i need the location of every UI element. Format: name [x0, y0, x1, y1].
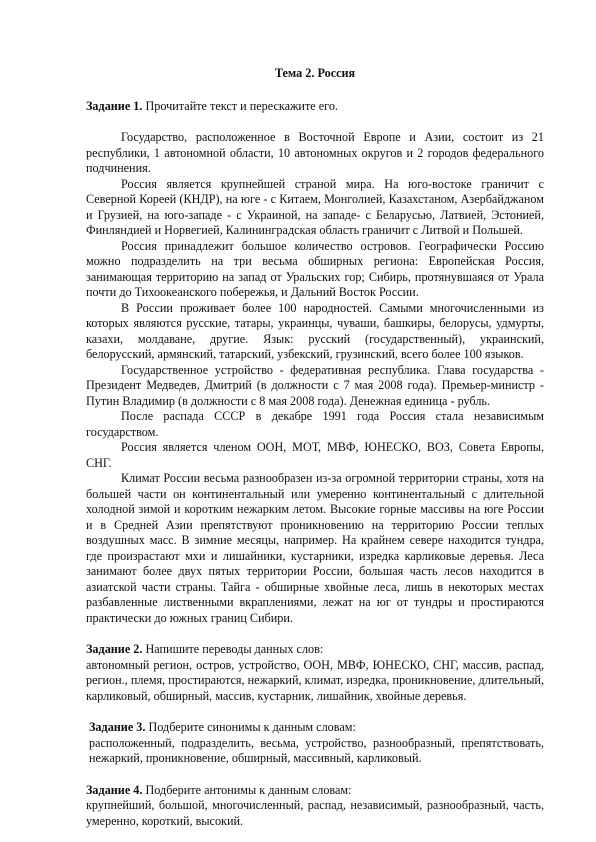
task-4-heading — [86, 783, 544, 799]
task-1-label: Задание 1. — [86, 98, 143, 113]
task-2-instruction: Напишите переводы данных слов: — [142, 642, 324, 656]
task-1-instruction: Прочитайте текст и перескажите его. — [142, 98, 338, 113]
task-3-instruction: Подберите синонимы к данным словам: — [145, 720, 356, 734]
page-title: Тема 2. Россия — [274, 66, 356, 80]
paragraph-3: Россия принадлежит большое количество островов. Географически Россию можно подразделить на три весьма обширных региона: Европейская Россия, занимающая территорию на запад от Уральских гор; Сибирь, протянувшаяся от Урала почти до Тихоокеанского побережья, и Дальний Восток России. — [86, 238, 544, 299]
task-1 — [86, 99, 544, 627]
paragraph-6: После распада СССР в декабре 1991 года Россия стала независимым государством. — [86, 409, 544, 439]
paragraph-1: Государство, расположенное в Восточной Европе и Азии, состоит из 21 республики, 1 автономной области, 10 автономных округов и 2 городов федерального подчинения. — [86, 130, 544, 175]
paragraph-8: Климат России весьма разнообразен из-за огромной территории страны, хотя на большей части он континентальный или умеренно континентальный с длительной холодной зимой и коротким нежарким летом. Высокие горные массивы на юге России и в Средней Азии препятствуют проникновению на территорию России теплых воздушных масс. В зимние месяцы, например. На крайнем севере находится тундра, где произрастают мхи и лишайники, кустарники, изредка карликовые деревья. Леса занимают более двух пятых территории России, большая часть лесов находится в азиатской части страны. Тайга - обширные хвойные леса, лишь в некоторых местах разбавленные лиственными вкраплениями, лежат на юг от тундры и простираются практически до южных границ Сибири. — [86, 471, 544, 625]
task-3-word-list: расположенный, подразделить, весьма, устройство, разнообразный, препятствовать, нежаркий, проникновение, обширный, массивный, карликовый. — [89, 735, 544, 765]
task-3-label: Задание 3. — [89, 720, 146, 734]
task-2 — [86, 642, 544, 704]
task-2-word-list: автономный регион, остров, устройство, ООН, МВФ, ЮНЕСКО, СНГ, массив, распад, регион., племя, простираются, нежаркий, климат, изредка, проникновение, длительный, карликовый, обширный, массив, кустарник, лишайник, хвойные деревья. — [86, 657, 544, 703]
task-2-label: Задание 2. — [86, 642, 143, 656]
paragraph-2: Россия является крупнейшей страной мира. На юго-востоке граничит с Северной Кореей (КНДР), на юге - с Китаем, Монголией, Казахстаном, Азербайджаном и Грузией, на юго-западе - с Украиной, на западе- с Беларусью, Латвией, Эстонией, Финляндией и Норвегией, Калининградская область граничит с Литвой и Польшей. — [86, 176, 544, 237]
task-3 — [86, 720, 544, 767]
task-2-heading — [86, 642, 544, 658]
task-4 — [86, 783, 544, 830]
paragraph-5: Государственное устройство - федеративная республика. Глава государства - Президент Медведев, Дмитрий (в должности с 7 мая 2008 года). Премьер-министр - Путин Владимир (в должности с 8 мая 2008 года). Денежная единица - рубль. — [86, 362, 544, 408]
task-4-label: Задание 4. — [86, 782, 143, 797]
task-1-heading — [86, 99, 544, 115]
task-4-word-list: крупнейший, большой, многочисленный, распад, независимый, разнообразный, часть, умеренно, короткий, высокий. — [86, 798, 544, 828]
task-3-heading — [89, 720, 544, 736]
paragraph-7: Россия является членом ООН, МОТ, МВФ, ЮНЕСКО, ВОЗ, Совета Европы, СНГ. — [86, 440, 544, 470]
paragraph-4: В России проживает более 100 народностей. Самыми многочисленными из которых являются русские, татары, украинцы, чуваши, башкиры, белорусы, удмурты, казахи, молдаване, другие. Язык: русский (государственный), украинский, белорусский, армянский, татарский, узбекский, грузинский, всего более 100 языков. — [86, 300, 544, 361]
task-4-instruction: Подберите антонимы к данным словам: — [142, 782, 352, 797]
